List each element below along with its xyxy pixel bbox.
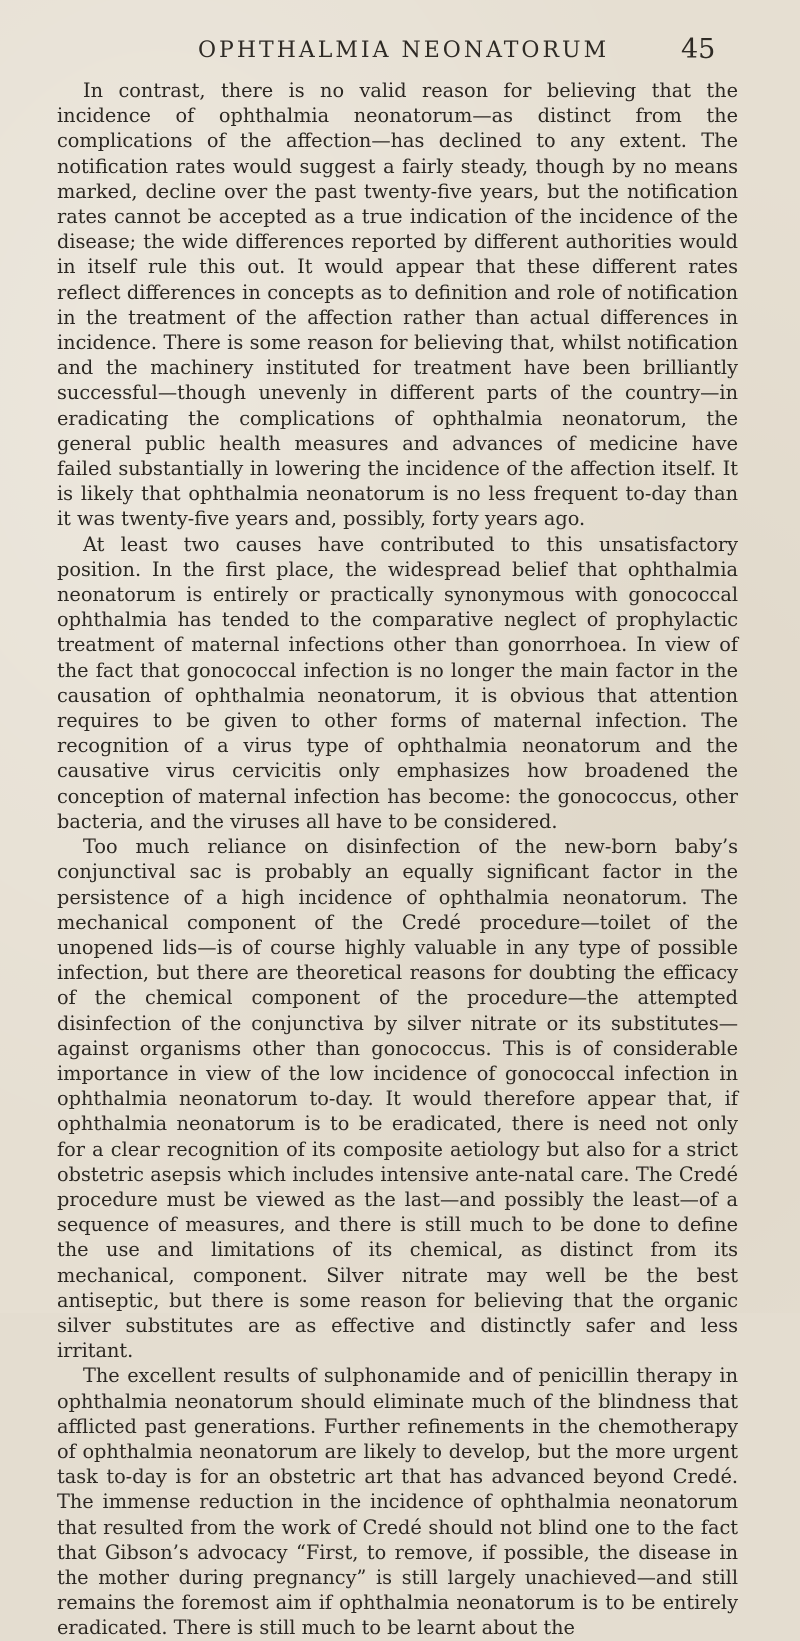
paragraph-1: In contrast, there is no valid reason for believing that the incidence of ophthalmia neonatorum—as distinct from the complications of the affection—has declined to any extent. The notification rates would suggest a fairly steady, though by no means marked, decline over the past twenty-five years, but the notification rates cannot be accepted as a true indication of the incidence of the disease; the wide differences reported by different authorities would in itself rule this out. It would appear that these different rates reflect differences in concepts as to definition and role of notification in the treatment of the affection rather than actual differences in incidence. There is some reason for believing that, whilst notification and the machinery instituted for treatment have been brilliantly successful—though unevenly in different parts of the country—in eradicating the complications of ophthalmia neonatorum, the general public health measures and advances of medicine have failed substantially in lowering the incidence of the affection itself. It is likely that ophthalmia neonatorum is no less frequent to-day than it was twenty-five years and, possibly, forty years ago. (57, 79, 738, 531)
paragraph-2: At least two causes have contributed to this unsatisfactory position. In the first place, the widespread belief that ophthalmia neonatorum is entirely or practically synonymous with gonococcal ophthalmia has tended to the comparative neglect of prophylactic treatment of maternal infections other than gonorrhoea. In view of the fact that gonococcal infection is no longer the main factor in the causation of ophthalmia neonatorum, it is obvious that attention requires to be given to other forms of maternal infection. The recognition of a virus type of ophthalmia neonatorum and the causative virus cervicitis only emphasizes how broadened the conception of maternal infection has become: the gonococcus, other bacteria, and the viruses all have to be considered. (57, 532, 738, 833)
paragraph-4: The excellent results of sulphonamide and of penicillin therapy in ophthalmia neonatorum should eliminate much of the blindness that afflicted past generations. Further refinements in the chemotherapy of ophthalmia neonatorum are likely to develop, but the more urgent task to-day is for an obstetric art that has advanced beyond Credé. The immense reduction in the incidence of ophthalmia neonatorum that resulted from the work of Credé should not blind one to the fact that Gibson’s advocacy “First, to remove, if possible, the disease in the mother during pregnancy” is still largely unachieved—and still remains the foremost aim if ophthalmia neonatorum is to be entirely eradicated. There is still much to be learnt about the (57, 1364, 738, 1640)
running-title: OPHTHALMIA NEONATORUM (198, 38, 610, 63)
body-text (57, 78, 738, 1641)
paragraph-3: Too much reliance on disinfection of the new-born baby’s conjunctival sac is probably an equally significant factor in the persistence of a high incidence of ophthalmia neonatorum. The mechanical component of the Credé procedure—toilet of the unopened lids—is of course highly valuable in any type of possible infection, but there are theoretical reasons for doubting the efficacy of the chemical component of the procedure—the attempted disinfection of the conjunctiva by silver nitrate or its substitutes—against organisms other than gonococcus. This is of considerable importance in view of the low incidence of gonococcal infection in ophthalmia neonatorum to-day. It would therefore appear that, if ophthalmia neonatorum is to be eradicated, there is need not only for a clear recognition of its composite aetiology but also for a strict obstetric asepsis which includes intensive ante-natal care. The Credé procedure must be viewed as the last—and possibly the least—of a sequence of measures, and there is still much to be done to define the use and limitations of its chemical, as distinct from its mechanical, component. Silver nitrate may well be the best antiseptic, but there is some reason for believing that the organic silver substitutes are as effective and distinctly safer and less irritant. (57, 835, 738, 1363)
running-head (0, 34, 800, 68)
page-number: 45 (681, 34, 716, 65)
